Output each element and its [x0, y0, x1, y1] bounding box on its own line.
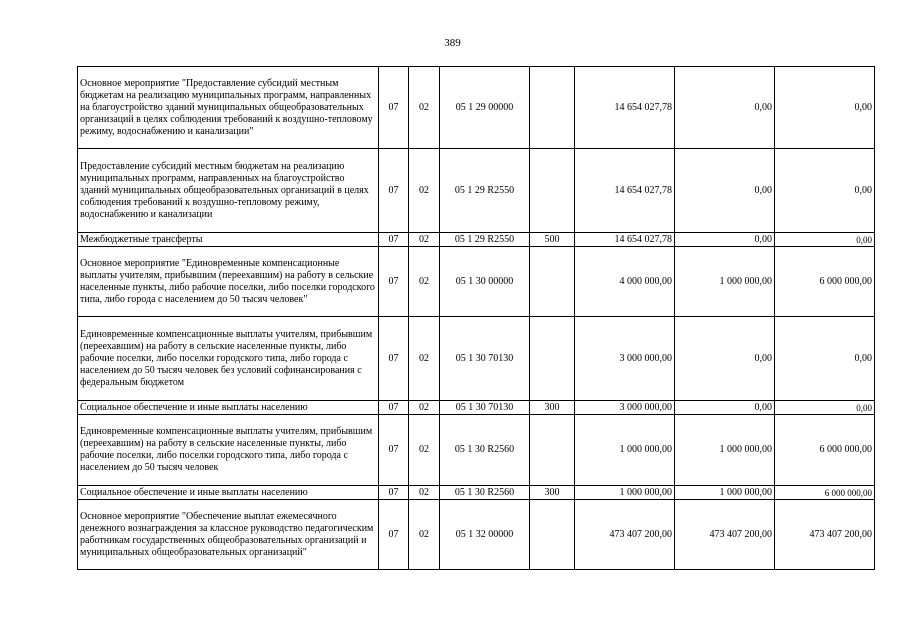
- row-name: Единовременные компенсационные выплаты учителям, прибывшим (переехавшим) на работу в сельские населенные пункты, либо рабочие поселки, либо поселки городского типа, либо города с населением до 50 тысяч человек без условий софинансирования с федеральным бюджетом: [78, 317, 379, 401]
- row-name: Социальное обеспечение и иные выплаты населению: [78, 486, 379, 500]
- row-sum-2: 0,00: [675, 149, 775, 233]
- row-pr: 02: [409, 233, 440, 247]
- row-sum-3: 0,00: [775, 149, 875, 233]
- row-rz: 07: [379, 317, 409, 401]
- row-pr: 02: [409, 67, 440, 149]
- row-csr: 05 1 29 00000: [440, 67, 530, 149]
- row-csr: 05 1 30 R2560: [440, 486, 530, 500]
- row-pr: 02: [409, 486, 440, 500]
- row-pr: 02: [409, 500, 440, 570]
- row-sum-2: 0,00: [675, 401, 775, 415]
- row-rz: 07: [379, 67, 409, 149]
- row-pr: 02: [409, 401, 440, 415]
- row-sum-3: 0,00: [775, 67, 875, 149]
- row-rz: 07: [379, 247, 409, 317]
- row-sum-1: 14 654 027,78: [575, 67, 675, 149]
- table-row: [78, 149, 875, 233]
- row-sum-2: 0,00: [675, 233, 775, 247]
- row-sum-3: 0,00: [775, 317, 875, 401]
- row-csr: 05 1 32 00000: [440, 500, 530, 570]
- row-name: Основное мероприятие "Обеспечение выплат ежемесячного денежного вознаграждения за классное руководство педагогическим работникам государственных общеобразовательных организаций и муниципальных общеобразовательных организаций": [78, 500, 379, 570]
- row-sum-2: 0,00: [675, 317, 775, 401]
- table-row: [78, 317, 875, 401]
- row-csr: 05 1 29 R2550: [440, 149, 530, 233]
- row-sum-1: 3 000 000,00: [575, 317, 675, 401]
- row-csr: 05 1 30 70130: [440, 317, 530, 401]
- table-row: [78, 67, 875, 149]
- table-row: [78, 233, 875, 247]
- row-sum-3: 6 000 000,00: [775, 247, 875, 317]
- row-vr: [530, 415, 575, 486]
- row-name: Единовременные компенсационные выплаты учителям, прибывшим (переехавшим) на работу в сельские населенные пункты, либо рабочие поселки, либо поселки городского типа, либо города с населением до 50 тысяч человек: [78, 415, 379, 486]
- row-vr: [530, 317, 575, 401]
- row-pr: 02: [409, 415, 440, 486]
- row-sum-1: 4 000 000,00: [575, 247, 675, 317]
- row-csr: 05 1 30 R2560: [440, 415, 530, 486]
- row-sum-3: 6 000 000,00: [775, 486, 875, 500]
- row-name: Социальное обеспечение и иные выплаты населению: [78, 401, 379, 415]
- row-rz: 07: [379, 415, 409, 486]
- row-name: Межбюджетные трансферты: [78, 233, 379, 247]
- row-sum-2: 1 000 000,00: [675, 247, 775, 317]
- table-row: [78, 415, 875, 486]
- table-row: [78, 500, 875, 570]
- row-pr: 02: [409, 317, 440, 401]
- row-sum-3: 473 407 200,00: [775, 500, 875, 570]
- row-sum-2: 1 000 000,00: [675, 486, 775, 500]
- row-sum-1: 14 654 027,78: [575, 233, 675, 247]
- row-sum-2: 1 000 000,00: [675, 415, 775, 486]
- table-row: [78, 247, 875, 317]
- row-rz: 07: [379, 486, 409, 500]
- page-number: 389: [444, 37, 461, 49]
- row-rz: 07: [379, 500, 409, 570]
- row-sum-2: 0,00: [675, 67, 775, 149]
- budget-table: [77, 66, 875, 570]
- row-vr: 300: [530, 401, 575, 415]
- row-sum-1: 14 654 027,78: [575, 149, 675, 233]
- row-vr: [530, 247, 575, 317]
- row-name: Основное мероприятие "Единовременные компенсационные выплаты учителям, прибывшим (переехавшим) на работу в сельские населенные пункты, либо рабочие поселки, либо поселки городского типа, либо города с населением до 50 тысяч человек": [78, 247, 379, 317]
- row-rz: 07: [379, 233, 409, 247]
- row-sum-1: 1 000 000,00: [575, 415, 675, 486]
- row-name: Основное мероприятие "Предоставление субсидий местным бюджетам на реализацию муниципальных программ, направленных на благоустройство зданий муниципальных общеобразовательных организаций в целях соблюдения требований к воздушно-тепловому режиму, водоснабжению и канализации": [78, 67, 379, 149]
- row-sum-2: 473 407 200,00: [675, 500, 775, 570]
- row-pr: 02: [409, 149, 440, 233]
- row-vr: [530, 67, 575, 149]
- row-csr: 05 1 30 70130: [440, 401, 530, 415]
- row-vr: 500: [530, 233, 575, 247]
- table-row: [78, 486, 875, 500]
- row-sum-3: 6 000 000,00: [775, 415, 875, 486]
- row-sum-1: 3 000 000,00: [575, 401, 675, 415]
- row-rz: 07: [379, 401, 409, 415]
- row-name: Предоставление субсидий местным бюджетам на реализацию муниципальных программ, направленных на благоустройство зданий муниципальных общеобразовательных организаций в целях соблюдения требований к воздушно-тепловому режиму, водоснабжению и канализации: [78, 149, 379, 233]
- row-sum-3: 0,00: [775, 233, 875, 247]
- row-csr: 05 1 29 R2550: [440, 233, 530, 247]
- row-vr: 300: [530, 486, 575, 500]
- row-vr: [530, 500, 575, 570]
- table-row: [78, 401, 875, 415]
- row-csr: 05 1 30 00000: [440, 247, 530, 317]
- row-vr: [530, 149, 575, 233]
- row-sum-1: 473 407 200,00: [575, 500, 675, 570]
- row-sum-1: 1 000 000,00: [575, 486, 675, 500]
- row-pr: 02: [409, 247, 440, 317]
- row-sum-3: 0,00: [775, 401, 875, 415]
- row-rz: 07: [379, 149, 409, 233]
